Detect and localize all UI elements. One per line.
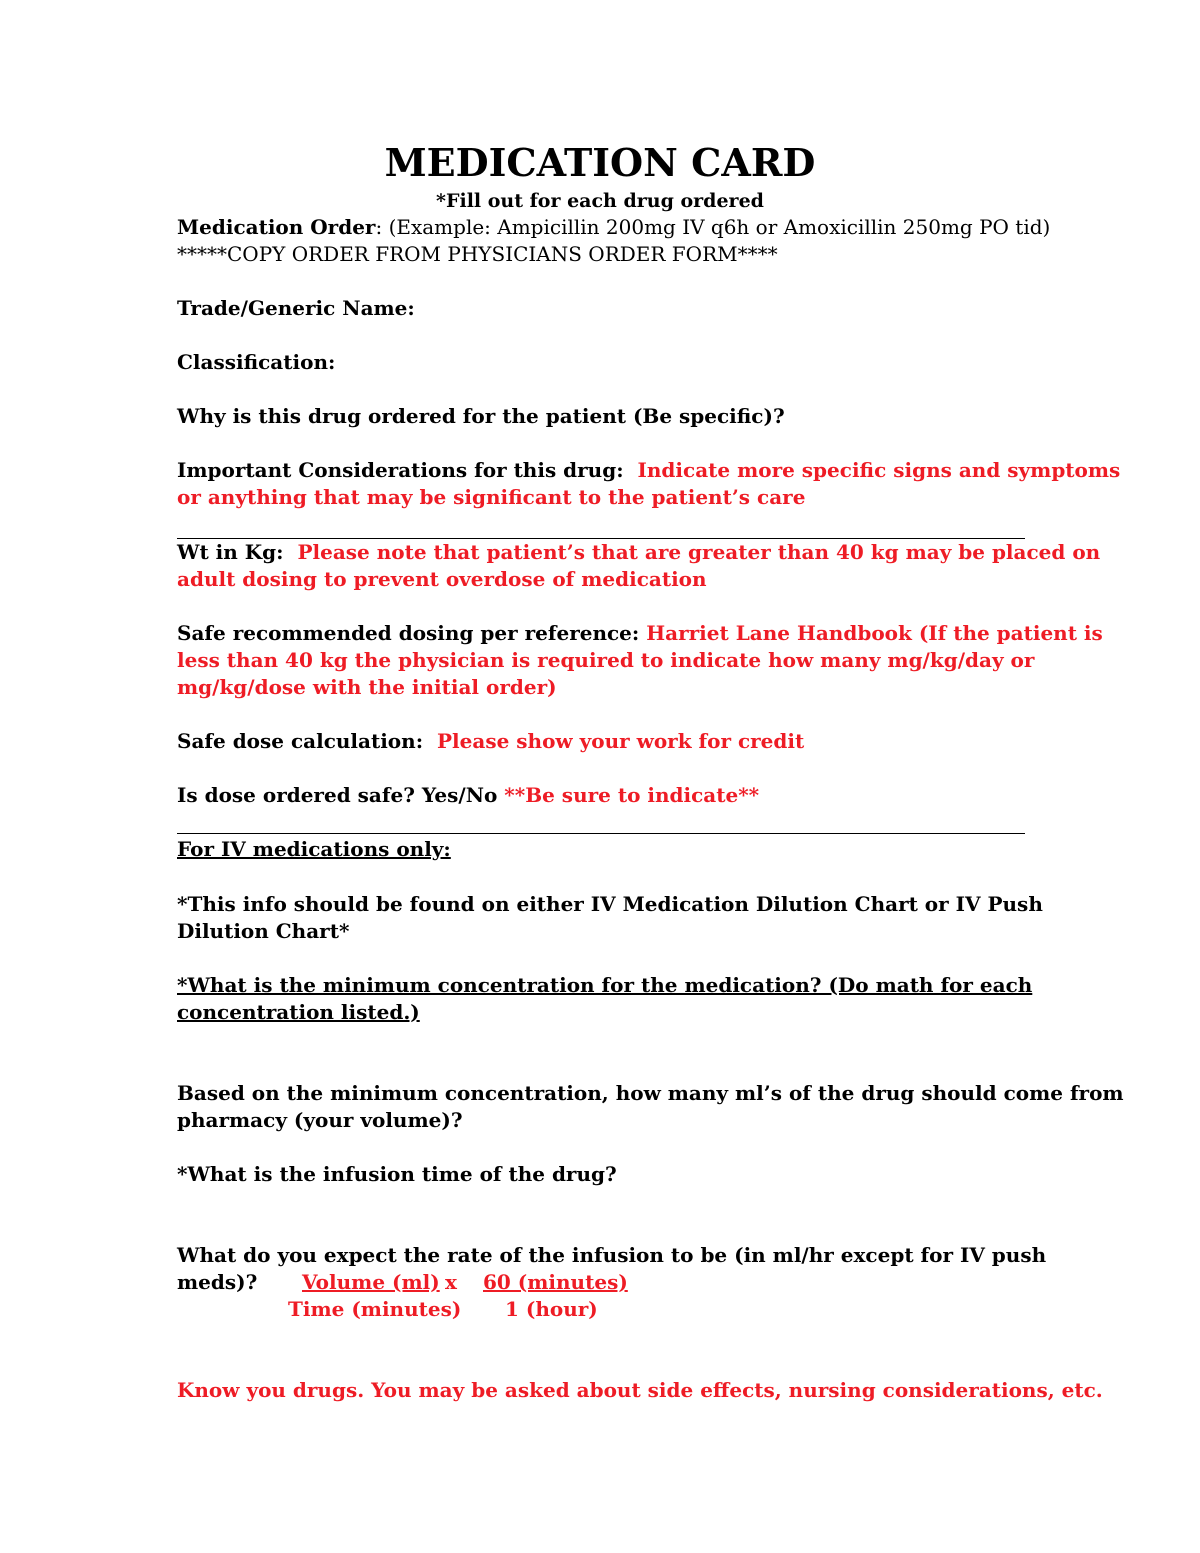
weight-note: Please note that patient’s that are greater than 40 kg may be placed on	[297, 540, 1101, 564]
safe-dosing-label: Safe recommended dosing per reference:	[177, 621, 640, 645]
min-concentration-question-cont: concentration listed.)	[177, 1000, 420, 1024]
weight-label: Wt in Kg:	[177, 540, 284, 564]
footer-note: Know you drugs. You may be asked about side effects, nursing considerations, etc.	[177, 1378, 1103, 1402]
formula-volume: Volume (ml)	[302, 1270, 440, 1294]
infusion-time-question: *What is the infusion time of the drug?	[177, 1162, 617, 1186]
safe-dosing-note-cont-2: mg/kg/dose with the initial order)	[177, 675, 557, 699]
formula-one-hour: 1 (hour)	[505, 1297, 598, 1321]
iv-info-line: *This info should be found on either IV Medication Dilution Chart or IV Push	[177, 892, 1043, 916]
medication-order-label: Medication Order	[177, 215, 376, 239]
volume-question-cont: pharmacy (your volume)?	[177, 1108, 463, 1132]
considerations-note: Indicate more specific signs and symptoms	[637, 458, 1121, 482]
dose-safe-label: Is dose ordered safe? Yes/No	[177, 783, 498, 807]
weight-line	[177, 539, 1100, 566]
classification-label: Classification:	[177, 350, 336, 374]
volume-question: Based on the minimum concentration, how many ml’s of the drug should come from	[177, 1081, 1124, 1105]
considerations-line	[177, 457, 1120, 484]
dose-safe-line	[177, 782, 759, 809]
considerations-label: Important Considerations for this drug:	[177, 458, 624, 482]
formula-operator: x	[445, 1270, 457, 1294]
safe-dosing-line	[177, 620, 1103, 647]
trade-generic-label: Trade/Generic Name:	[177, 296, 415, 320]
iv-section-heading: For IV medications only:	[177, 837, 451, 861]
safe-dosing-note-cont-1: less than 40 kg the physician is required to indicate how many mg/kg/day or	[177, 648, 1035, 672]
rate-question: What do you expect the rate of the infusion to be (in ml/hr except for IV push	[177, 1243, 1047, 1267]
rate-question-cont: meds)?	[177, 1270, 258, 1294]
iv-info-line-cont: Dilution Chart*	[177, 919, 350, 943]
safe-dosing-note: Harriet Lane Handbook (If the patient is	[646, 621, 1103, 645]
formula-sixty-minutes: 60 (minutes)	[483, 1270, 628, 1294]
safe-calc-line	[177, 728, 804, 755]
medication-order-line	[177, 214, 1050, 241]
page-subtitle: *Fill out for each drug ordered	[436, 190, 764, 212]
min-concentration-question: *What is the minimum concentration for the medication? (Do math for each	[177, 973, 1033, 997]
weight-note-cont: adult dosing to prevent overdose of medication	[177, 567, 707, 591]
medication-order-example: : (Example: Ampicillin 200mg IV q6h or Amoxicillin 250mg PO tid)	[375, 215, 1051, 239]
formula-time-minutes: Time (minutes)	[288, 1297, 462, 1321]
why-ordered-label: Why is this drug ordered for the patient (Be specific)?	[177, 404, 785, 428]
page-title: MEDICATION CARD	[384, 140, 816, 185]
safe-calc-label: Safe dose calculation:	[177, 729, 424, 753]
safe-calc-note: Please show your work for credit	[437, 729, 805, 753]
copy-order-note: *****COPY ORDER FROM PHYSICIANS ORDER FORM****	[177, 242, 778, 266]
considerations-note-cont: or anything that may be significant to the patient’s care	[177, 485, 806, 509]
section-divider	[177, 833, 1025, 834]
dose-safe-note: **Be sure to indicate**	[504, 783, 760, 807]
